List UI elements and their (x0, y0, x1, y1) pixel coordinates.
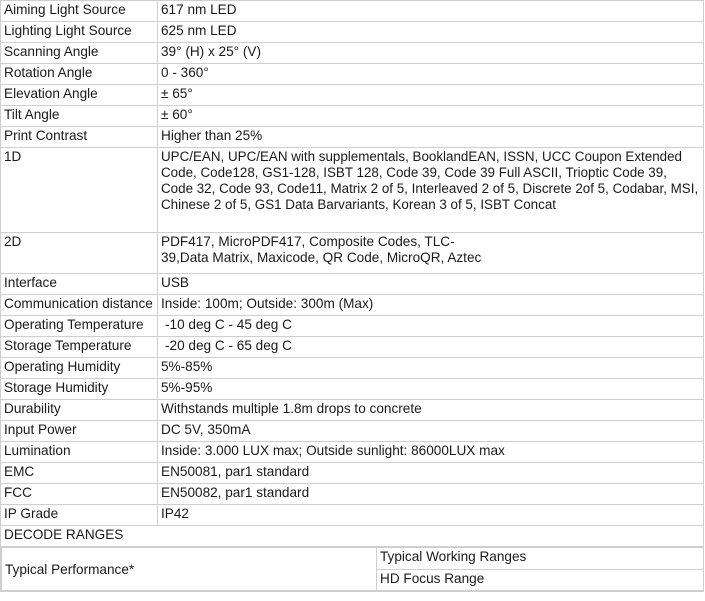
hd-focus-range: HD Focus Range (377, 569, 704, 591)
performance-subtable (1, 547, 704, 591)
table-row (1, 127, 704, 148)
spec-label: EMC (1, 463, 158, 484)
spec-label: Print Contrast (1, 127, 158, 148)
spec-value: ± 60° (158, 106, 704, 127)
table-row (1, 400, 704, 421)
table-row (1, 1, 704, 22)
decode-ranges-heading: DECODE RANGES (1, 526, 704, 547)
spec-value: -20 deg C - 65 deg C (158, 337, 704, 358)
spec-value: Inside: 100m; Outside: 300m (Max) (158, 295, 704, 316)
spec-value: IP42 (158, 505, 704, 526)
spec-value: ± 65° (158, 85, 704, 106)
spec-label: Communication distance (1, 295, 158, 316)
spec-label: Storage Humidity (1, 379, 158, 400)
spec-label: Lumination (1, 442, 158, 463)
table-row (1, 421, 704, 442)
typical-performance-cell (1, 547, 704, 592)
table-row (1, 316, 704, 337)
spec-value: 625 nm LED (158, 22, 704, 43)
typical-performance-row (1, 547, 704, 592)
spec-value: 617 nm LED (158, 1, 704, 22)
spec-value: DC 5V, 350mA (158, 421, 704, 442)
spec-label: Durability (1, 400, 158, 421)
spec-value: EN50082, par1 standard (158, 484, 704, 505)
table-row (1, 442, 704, 463)
spec-label: Aiming Light Source (1, 1, 158, 22)
spec-value: PDF417, MicroPDF417, Composite Codes, TLC-39,Data Matrix, Maxicode, QR Code, MicroQR, Aztec (158, 233, 704, 274)
table-row (1, 505, 704, 526)
spec-label: Lighting Light Source (1, 22, 158, 43)
table-row-1d (1, 148, 704, 233)
spec-label: Tilt Angle (1, 106, 158, 127)
spec-value: Withstands multiple 1.8m drops to concrete (158, 400, 704, 421)
spec-value: USB (158, 274, 704, 295)
table-row (1, 43, 704, 64)
table-row (1, 85, 704, 106)
spec-value: 5%-85% (158, 358, 704, 379)
table-row (1, 22, 704, 43)
spec-label: Interface (1, 274, 158, 295)
spec-value: 5%-95% (158, 379, 704, 400)
table-row (1, 337, 704, 358)
spec-value: EN50081, par1 standard (158, 463, 704, 484)
spec-label: Storage Temperature (1, 337, 158, 358)
table-row (1, 484, 704, 505)
table-row (1, 106, 704, 127)
spec-value: 0 - 360° (158, 64, 704, 85)
spec-label: Operating Temperature (1, 316, 158, 337)
spec-label: IP Grade (1, 505, 158, 526)
table-row (1, 379, 704, 400)
typical-performance-label: Typical Performance* (2, 548, 377, 591)
spec-label: Elevation Angle (1, 85, 158, 106)
table-row (1, 274, 704, 295)
table-row (1, 463, 704, 484)
table-row-2d (1, 233, 704, 274)
spec-value: Higher than 25% (158, 127, 704, 148)
spec-label: Operating Humidity (1, 358, 158, 379)
table-row (1, 358, 704, 379)
spec-label: FCC (1, 484, 158, 505)
spec-label: Input Power (1, 421, 158, 442)
decode-ranges-row (1, 526, 704, 547)
spec-label: 1D (1, 148, 158, 233)
table-row (1, 64, 704, 85)
spec-value: 39° (H) x 25° (V) (158, 43, 704, 64)
spec-label: Rotation Angle (1, 64, 158, 85)
table-row (1, 295, 704, 316)
typical-working-ranges: Typical Working Ranges (377, 548, 704, 570)
spec-value: -10 deg C - 45 deg C (158, 316, 704, 337)
spec-value: UPC/EAN, UPC/EAN with supplementals, BooklandEAN, ISSN, UCC Coupon Extended Code, Code128, GS1-128, ISBT 128, Code 39, Code 39 Full ASCII, Trioptic Code 39, Code 32, Code 93, Code11, Matrix 2 of 5, Interleaved 2 of 5, Discrete 2of 5, Codabar, MSI, Chinese 2 of 5, GS1 Data Barvariants, Korean 3 of 5, ISBT Concat (158, 148, 704, 233)
spec-label: Scanning Angle (1, 43, 158, 64)
spec-label: 2D (1, 233, 158, 274)
spec-value: Inside: 3.000 LUX max; Outside sunlight: 86000LUX max (158, 442, 704, 463)
